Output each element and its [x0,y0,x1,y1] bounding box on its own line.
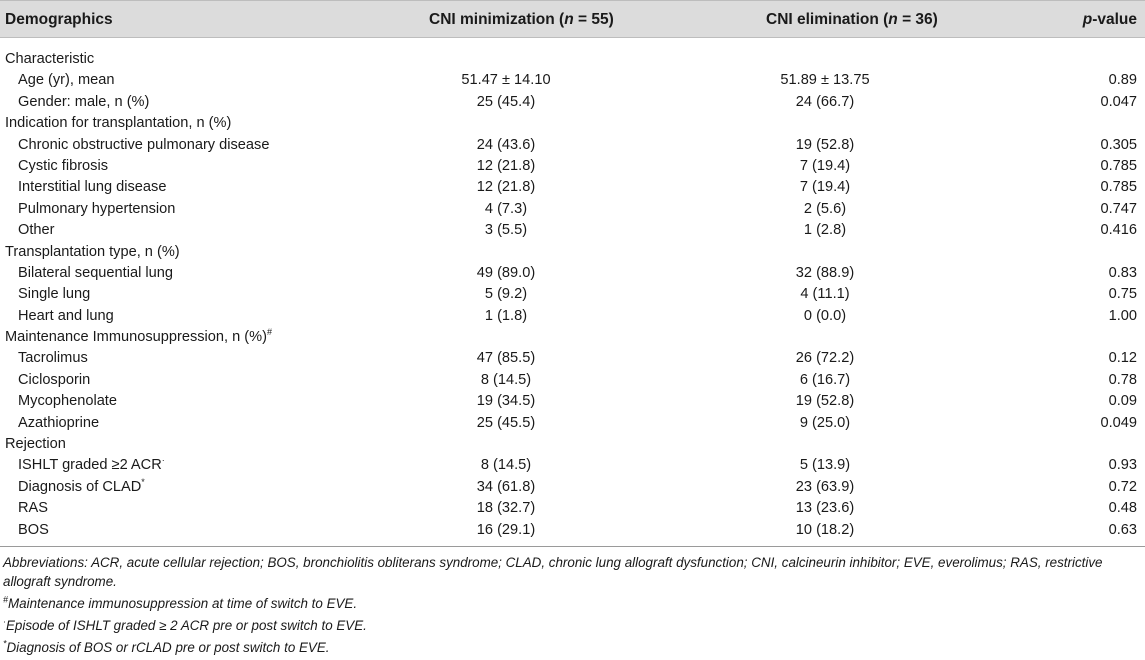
row-label [18,179,166,196]
row-label-text: Azathioprine [18,414,100,431]
row-label [5,329,272,346]
row-label-text: RAS [18,500,49,517]
row-label-text: Transplantation type, n (%) [5,243,180,260]
p-value: 0.785 [1100,157,1137,174]
row-label-text: Indication for transplantation, n (%) [5,115,232,132]
row-label [18,522,49,539]
row-label [5,436,66,453]
table-row [0,70,1145,91]
cni-minimization-value: 12 (21.8) [476,157,536,174]
footnote-abbreviations: Abbreviations: ACR, acute cellular rejection; BOS, bronchiolitis obliterans syndrome; CLAD, chronic lung allograft dysfunction; CNI, calcineurin inhibitor; EVE, everolimus; RAS, restrictive allograft syndrome. [3,555,1103,589]
row-label-text: Diagnosis of CLAD [18,478,142,495]
footnote-3-text: Diagnosis of BOS or rCLAD pre or post switch to EVE. [6,640,330,655]
row-label [18,415,99,432]
p-value: 0.63 [1108,521,1137,538]
header-cni-elimination [766,11,938,29]
row-label-text: Pulmonary hypertension [18,200,176,217]
row-label-text: Ciclosporin [18,371,91,388]
header-col3-prefix: CNI elimination ( [766,11,889,28]
row-label-text: Maintenance Immunosuppression, n (%) [5,329,268,346]
row-label-text: Rejection [5,436,66,453]
row-label [18,158,108,175]
p-value: 0.305 [1100,136,1137,153]
cni-elimination-value: 7 (19.4) [799,157,851,174]
row-label-text: Bilateral sequential lung [18,264,173,281]
cni-elimination-value: 1 (2.8) [803,222,847,239]
table-section-row [0,242,1145,263]
cni-minimization-value: 5 (9.2) [484,286,528,303]
header-col3-n: n [888,11,898,28]
cni-elimination-value: 5 (13.9) [799,457,851,474]
table-section-row [0,49,1145,70]
row-label [18,94,149,111]
cni-elimination-value: 23 (63.9) [795,478,855,495]
row-label [18,222,55,239]
footnote-marker: # [267,327,273,338]
table-section-row [0,327,1145,348]
footnote-1-text: Maintenance immunosuppression at time of switch to EVE. [8,596,358,611]
p-value: 1.00 [1108,307,1137,324]
table-row [0,177,1145,198]
row-label-text: Cystic fibrosis [18,157,109,174]
cni-elimination-value: 10 (18.2) [795,521,855,538]
cni-minimization-value: 25 (45.5) [476,414,536,431]
cni-elimination-value: 32 (88.9) [795,264,855,281]
cni-elimination-value: 9 (25.0) [799,414,851,431]
cni-elimination-value: 7 (19.4) [799,179,851,196]
row-label [18,393,117,410]
row-label-text: ISHLT graded ≥2 ACR [18,457,162,474]
row-label [18,350,88,367]
footnote-marker: * [141,476,145,487]
row-label [18,308,114,325]
footnote-3 [3,638,1141,657]
table-row [0,220,1145,241]
row-label [18,201,175,218]
cni-minimization-value: 19 (34.5) [476,393,536,410]
p-value: 0.93 [1108,457,1137,474]
cni-minimization-value: 34 (61.8) [476,478,536,495]
footnote-3-mark: * [3,638,7,649]
row-label-text: Gender: male, n (%) [18,93,150,110]
row-label [18,72,115,89]
table-section-row [0,113,1145,134]
p-value: 0.12 [1108,350,1137,367]
p-value: 0.747 [1100,200,1137,217]
footnote-2-mark: · [3,616,6,627]
row-label [5,115,231,132]
table-row [0,455,1145,476]
header-col3-suffix: = 36) [897,11,938,28]
cni-minimization-value: 18 (32.7) [476,500,536,517]
table-row [0,284,1145,305]
table-body [0,49,1145,541]
cni-minimization-value: 47 (85.5) [476,350,536,367]
row-label-text: Characteristic [5,51,95,67]
p-value: 0.89 [1108,72,1137,89]
p-value: 0.785 [1100,179,1137,196]
table-section-row [0,434,1145,455]
cni-elimination-value: 0 (0.0) [803,307,847,324]
table-row [0,477,1145,498]
table-row [0,498,1145,519]
header-p-value [1083,11,1137,29]
header-demographics: Demographics [5,11,113,28]
table-row [0,156,1145,177]
header-p-suffix: -value [1092,11,1137,28]
cni-minimization-value: 51.47 ± 14.10 [461,72,551,89]
table-row [0,92,1145,113]
cni-minimization-value: 1 (1.8) [484,307,528,324]
cni-minimization-value: 16 (29.1) [476,521,536,538]
cni-elimination-value: 13 (23.6) [795,500,855,517]
cni-elimination-value: 24 (66.7) [795,93,855,110]
cni-minimization-value: 24 (43.6) [476,136,536,153]
table-row [0,391,1145,412]
cni-minimization-value: 8 (14.5) [480,371,532,388]
footnote-1 [3,594,1141,613]
p-value: 0.09 [1108,393,1137,410]
cni-minimization-value: 49 (89.0) [476,264,536,281]
row-label-text: Tacrolimus [18,350,88,367]
row-label [18,500,48,517]
cni-minimization-value: 3 (5.5) [484,222,528,239]
cni-elimination-value: 19 (52.8) [795,136,855,153]
cni-elimination-value: 6 (16.7) [799,371,851,388]
cni-elimination-value: 51.89 ± 13.75 [780,72,870,89]
cni-minimization-value: 4 (7.3) [484,200,528,217]
header-col2-suffix: = 55) [573,11,614,28]
row-label-text: BOS [18,521,49,538]
p-value: 0.75 [1108,286,1137,303]
p-value: 0.83 [1108,264,1137,281]
row-label-text: Mycophenolate [18,393,117,410]
p-value: 0.72 [1108,478,1137,495]
table-row [0,413,1145,434]
row-label-text: Single lung [18,286,91,303]
cni-minimization-value: 12 (21.8) [476,179,536,196]
table-header [0,0,1145,38]
footnote-1-mark: # [3,594,9,605]
table-row [0,348,1145,369]
table-bottom-rule [0,546,1145,547]
cni-elimination-value: 4 (11.1) [800,286,850,303]
row-label-text: Interstitial lung disease [18,179,167,196]
cni-minimization-value: 25 (45.4) [476,93,536,110]
p-value: 0.78 [1108,371,1137,388]
table-row [0,199,1145,220]
header-col2-n: n [564,11,574,28]
table-row [0,520,1145,541]
row-label-text: Chronic obstructive pulmonary disease [18,136,270,153]
table-row [0,306,1145,327]
header-p: p [1082,11,1093,28]
row-label [18,137,269,154]
row-label [18,372,90,389]
cni-elimination-value: 2 (5.6) [803,200,847,217]
footnotes [3,553,1141,660]
row-label [5,51,94,68]
footnote-marker: · [161,455,165,466]
row-label [18,457,165,474]
cni-minimization-value: 8 (14.5) [480,457,532,474]
table-row [0,135,1145,156]
row-label [18,476,145,496]
header-cni-minimization [429,11,614,29]
row-label-text: Other [18,222,55,239]
row-label [5,244,180,261]
row-label-text: Heart and lung [18,307,114,324]
p-value: 0.049 [1100,414,1137,431]
footnote-2-text: Episode of ISHLT graded ≥ 2 ACR pre or post switch to EVE. [6,618,367,633]
p-value: 0.48 [1108,500,1137,517]
footnote-2 [3,616,1141,635]
cni-elimination-value: 26 (72.2) [795,350,855,367]
row-label-text: Age (yr), mean [18,72,115,89]
header-col2-prefix: CNI minimization ( [429,11,565,28]
table-row [0,370,1145,391]
table-row [0,263,1145,284]
cni-elimination-value: 19 (52.8) [795,393,855,410]
row-label [18,286,90,303]
row-label [18,265,173,282]
p-value: 0.047 [1100,93,1137,110]
p-value: 0.416 [1100,222,1137,239]
